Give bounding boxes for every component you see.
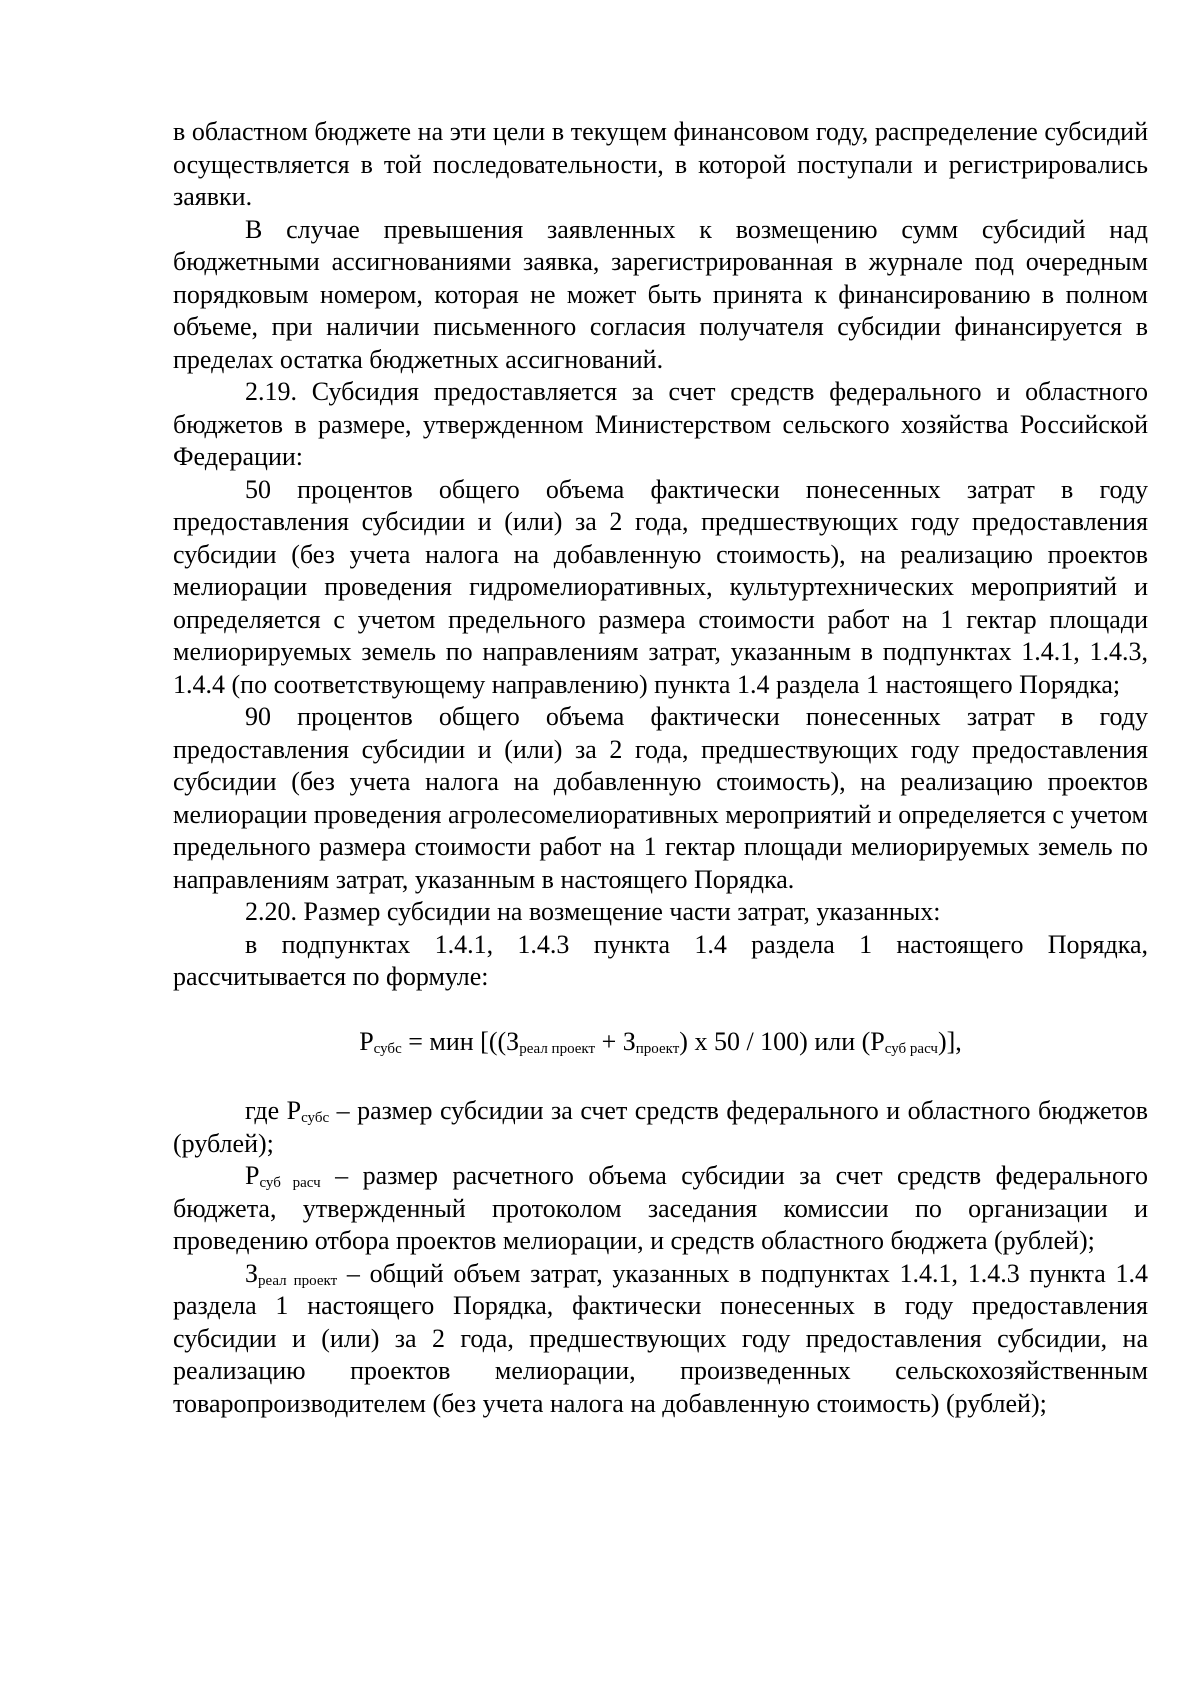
paragraph-2-19: 2.19. Субсидия предоставляется за счет средств федерального и областного бюджетов в размере, утвержденном Министерством сельского хозяйства Российской Федерации: bbox=[173, 377, 1148, 471]
definition-z-real bbox=[173, 1258, 1148, 1421]
definition-r-subs-subscript: субс bbox=[301, 1110, 330, 1126]
paragraph-50-percent: 50 процентов общего объема фактически понесенных затрат в году предоставления субсидии и (или) за 2 года, предшествующих году предоставления субсидии (без учета налога на добавленную стоимость), на реализацию проектов мелиорации проведения гидромелиоративных, культуртехнических мероприятий и определяется с учетом предельного размера стоимости работ на 1 гектар площади мелиорируемых земель по направлениям затрат, указанным в подпунктах 1.4.1, 1.4.3, 1.4.4 (по соответствующему направлению) пункта 1.4 раздела 1 настоящего Порядка; bbox=[173, 474, 1148, 699]
definition-r-subs bbox=[173, 1095, 1148, 1160]
formula-lhs: Р bbox=[359, 1026, 374, 1056]
definition-z-real-subscript: реал проект bbox=[258, 1272, 338, 1289]
formula-mid: ) х 50 / 100) или (Р bbox=[679, 1026, 885, 1056]
formula-close: )], bbox=[937, 1026, 962, 1056]
subsidy-formula bbox=[173, 1026, 1148, 1059]
paragraph-formula-intro: в подпунктах 1.4.1, 1.4.3 пункта 1.4 раздела 1 настоящего Порядка, рассчитывается по формуле: bbox=[173, 929, 1148, 991]
formula-r-calc-subscript: суб расч bbox=[884, 1040, 938, 1057]
definition-z-real-text: – общий объем затрат, указанных в подпунктах 1.4.1, 1.4.3 пункта 1.4 раздела 1 настоящего Порядка, фактически понесенных в году предоставления субсидии и (или) за 2 года, предшествующих году предоставления субсидии, на реализацию проектов мелиорации, произведенных сельскохозяйственным товаропроизводителем (без учета налога на добавленную стоимость) (рублей); bbox=[173, 1258, 1148, 1418]
formula-plus: + З bbox=[595, 1026, 636, 1056]
paragraph-90-percent: 90 процентов общего объема фактически понесенных затрат в году предоставления субсидии и (или) за 2 года, предшествующих году предоставления субсидии (без учета налога на добавленную стоимость), на реализацию проектов мелиорации проведения агролесомелиоративных мероприятий и определяется с учетом предельного размера стоимости работ на 1 гектар площади мелиорируемых земель по направлениям затрат, указанным в настоящего Порядка. bbox=[173, 702, 1148, 894]
formula-z-real-subscript: реал проект bbox=[519, 1040, 596, 1057]
paragraph-excess-claims: В случае превышения заявленных к возмещению сумм субсидий над бюджетными ассигнованиями заявка, зарегистрированная в журнале под очередным порядковым номером, которая не может быть принята к финансированию в полном объеме, при наличии письменного согласия получателя субсидии финансируется в пределах остатка бюджетных ассигнований. bbox=[173, 214, 1148, 374]
definition-r-subs-prefix: где Р bbox=[245, 1096, 302, 1125]
formula-open: = мин [((З bbox=[401, 1026, 520, 1056]
definition-r-calc bbox=[173, 1160, 1148, 1258]
definition-r-calc-text: – размер расчетного объема субсидии за счет средств федерального бюджета, утвержденный протоколом заседания комиссии по организации и проведению отбора проектов мелиорации, и средств областного бюджета (рублей); bbox=[173, 1161, 1148, 1255]
definition-r-subs-text: – размер субсидии за счет средств федерального и областного бюджетов (рублей); bbox=[173, 1096, 1149, 1158]
definition-r-calc-subscript: суб расч bbox=[259, 1175, 321, 1191]
document-page bbox=[173, 116, 1148, 1420]
formula-lhs-subscript: субс bbox=[373, 1040, 402, 1057]
definition-z-real-symbol: З bbox=[245, 1258, 259, 1288]
paragraph-2-20: 2.20. Размер субсидии на возмещение части затрат, указанных: bbox=[245, 897, 941, 926]
paragraph-budget-distribution: в областном бюджете на эти цели в текущем финансовом году, распределение субсидий осуществляется в той последовательности, в которой поступали и регистрировались заявки. bbox=[173, 117, 1148, 211]
definition-r-calc-symbol: Р bbox=[245, 1161, 260, 1190]
formula-z-proj-subscript: проект bbox=[635, 1040, 680, 1057]
